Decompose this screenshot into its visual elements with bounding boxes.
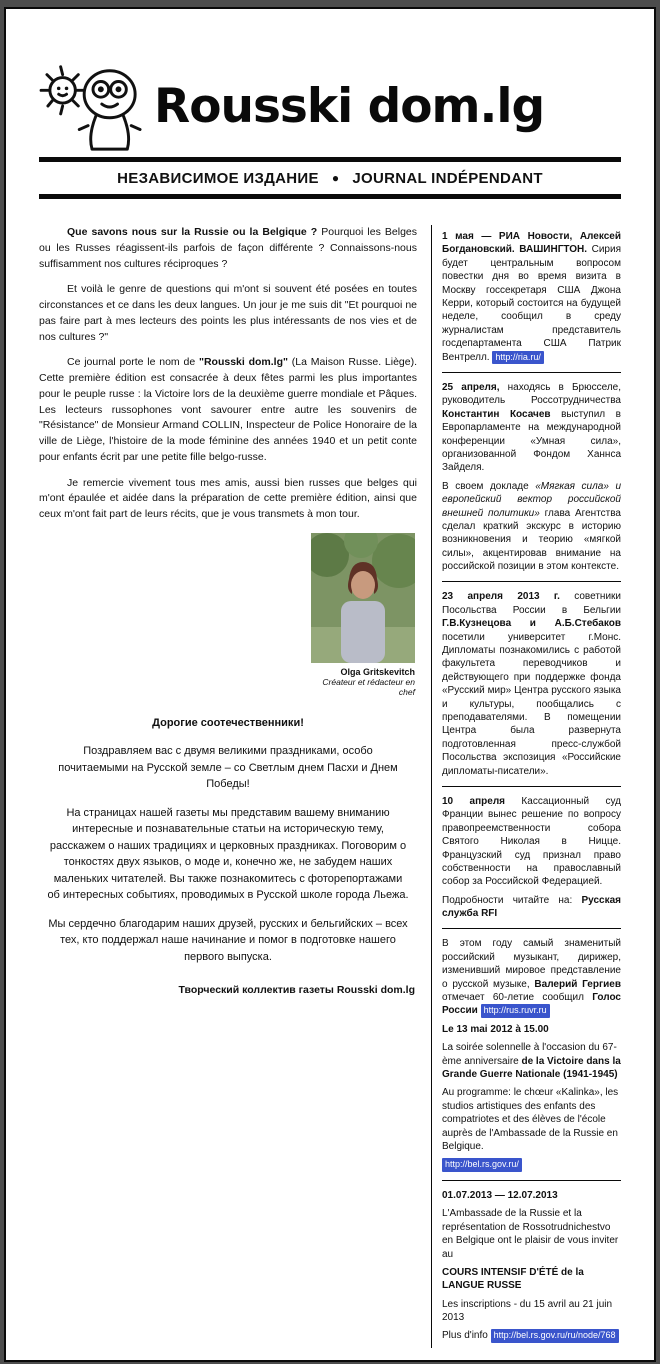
news-text bbox=[442, 937, 621, 1017]
news-lead: 1 мая — РИА Новости, Алексей Богдановский. ВАШИНГТОН. bbox=[442, 231, 621, 256]
news-link-rsgov[interactable]: http://bel.rs.gov.ru/ bbox=[442, 1158, 522, 1172]
news-link-ria[interactable]: http://ria.ru/ bbox=[492, 351, 544, 365]
news-body: советники Посольства России в Бельгии bbox=[442, 591, 621, 616]
event-body: La soirée solennelle à l'occasion du 67-ème anniversaire bbox=[442, 1042, 617, 1067]
p3-pre: Ce journal porte le nom de bbox=[67, 356, 199, 369]
event-item-summer-course bbox=[442, 1189, 621, 1343]
subtitle-french: JOURNAL INDÉPENDANT bbox=[352, 170, 543, 187]
photo-caption-name: Olga Gritskevitch bbox=[340, 666, 415, 677]
editor-photo-block bbox=[311, 533, 415, 697]
news-item-mons bbox=[442, 590, 621, 777]
news-lead: 10 апреля bbox=[442, 795, 506, 807]
course-inscriptions: Les inscriptions - du 15 avril au 21 juin 2013 bbox=[442, 1298, 613, 1324]
editorial-signature: Творческий коллектив газеты Rousski dom.lg bbox=[178, 984, 415, 997]
person-name: Валерий Гергиев bbox=[534, 978, 621, 990]
newspaper-title: Rousski dom.lg bbox=[154, 79, 545, 134]
event-text: L'Ambassade de la Russie et la représentation de Rossotrudnichestvo en Belgique ont le plaisir de vous inviter au bbox=[442, 1208, 619, 1260]
news-separator bbox=[442, 786, 621, 787]
event-date: Le 13 mai 2012 à 15.00 bbox=[442, 1023, 549, 1035]
news-source: Голос России bbox=[442, 992, 621, 1017]
intro-lead: Que savons nous sur la Russie ou la Belgique ? bbox=[67, 226, 318, 238]
subtitle-russian: НЕЗАВИСИМОЕ ИЗДАНИЕ bbox=[117, 170, 319, 187]
event-dates: 01.07.2013 — 12.07.2013 bbox=[442, 1189, 558, 1201]
news-body: находясь в Брюсселе, руководитель Россотрудничества bbox=[442, 382, 622, 407]
news-source: Русская служба RFI bbox=[442, 894, 621, 920]
person-name: Г.В.Кузнецова и А.Б.Стебаков bbox=[442, 618, 621, 630]
news-separator bbox=[442, 928, 621, 929]
news-separator bbox=[442, 372, 621, 373]
address-paragraph-3: Мы сердечно благодарим наших друзей, русских и бельгийских – всех тех, кто поддержал наше начинание и помог в подготовке нашего первого выпуска. bbox=[48, 917, 408, 963]
event-link-line bbox=[442, 1158, 621, 1172]
news-body: глава Агентства сделал краткий экскурс в историю возникновения и теорию «мягкой силы», акцентировав внимание на российской позиции в этом контексте. bbox=[442, 507, 621, 573]
masthead bbox=[6, 9, 654, 157]
bullet-separator-icon: ● bbox=[331, 171, 340, 185]
news-body: Сирия будет центральным вопросом повестки дня во время визита в Москву госсекретаря США Джона Керри, который состоится на будущей неделе, сообщил в среду журналистам представитель госдепартамента США Патрик Вентрелл. bbox=[442, 244, 621, 363]
news-body: посетили университет г.Монс. Дипломаты познакомились с работой факультета переводчиков и действующего при поддержке фонда «Русский мир» Центра русского языка и культуры, пообщались с преподавателями. В помещении Центра была развернута подготовленная пресс-службой Посольства экспозиция «Российские дипломаты-писатели». bbox=[442, 631, 621, 777]
news-body: отмечает 60-летие сообщил bbox=[442, 992, 593, 1004]
cartoon-characters-logo-icon bbox=[38, 57, 148, 155]
news-lead: 23 апреля 2013 г. bbox=[442, 591, 560, 603]
intro-paragraph-4: Je remercie vivement tous mes amis, aussi bien russes que belges qui m'ont épaulée et aidée dans la préparation de cette première édition, ainsi que ceux m'ont fait part de leurs récits, que je vous transmets à mon tour. bbox=[39, 476, 417, 520]
intro-paragraph-2: Et voilà le genre de questions qui m'ont si souvent été posées en toutes circonstances et ce dans les deux langues. Un jour je me suis dit "Et pourquoi ne pas faire part à mes lecteurs des points les plus intéressants de nos vies et de nos cultures ?" bbox=[39, 283, 417, 343]
editor-photo bbox=[311, 533, 415, 663]
newspaper-page bbox=[4, 7, 656, 1362]
address-paragraph-1: Поздравляем вас с двумя великими праздниками, особо почитаемыми на Русской земле – со Светлым днем Пасхи и Днем Победы! bbox=[58, 745, 398, 791]
event-item-victory-soiree bbox=[442, 1023, 621, 1172]
event-text bbox=[442, 1041, 621, 1081]
course-title: COURS INTENSIF D'ÉTÉ de la LANGUE RUSSE bbox=[442, 1266, 584, 1292]
news-text bbox=[442, 590, 621, 777]
news-item-nice-cathedral bbox=[442, 795, 621, 921]
news-body: выступил в Европарламенте на международной конференции «Умная сила», организованной Фондом Ханнса Зайделя. bbox=[442, 408, 621, 474]
content-columns bbox=[39, 225, 621, 1348]
news-lead: 25 апреля, bbox=[442, 382, 500, 394]
masthead-subtitle bbox=[6, 162, 654, 194]
event-body: Plus d'info bbox=[442, 1330, 491, 1342]
journal-name: "Rousski dom.lg" bbox=[198, 356, 288, 369]
intro-rest: Pourquoi les Belges ou les Russes réagissent-ils parfois de façon différente ? Connaissons-nous suffisamment nos cultures réciproques ? bbox=[39, 226, 417, 270]
news-separator bbox=[442, 581, 621, 582]
p3-post: (La Maison Russe. Liège). Cette première édition est consacrée à deux fêtes parmi les plus importantes pour le peuple russe : la Victoire lors de la deuxième guerre mondiale et Pâques. Les lecteurs russophones vont savourer entre autre les souvenirs de "Résistance" de Monsieur Armand COLLIN, Inspecteur de Police Honoraire de la ville de Liège, l'histoire de la mode féminine des années 1940 et un petit conte pour enfants écrit par une petite fille belgo-russe. bbox=[39, 356, 418, 463]
news-text bbox=[442, 795, 621, 889]
address-heading: Дорогие соотечественники! bbox=[152, 716, 304, 729]
news-text bbox=[442, 480, 621, 574]
news-body: В своем докладе bbox=[442, 480, 536, 492]
news-text bbox=[442, 894, 621, 921]
bottom-rule bbox=[39, 194, 621, 199]
news-column bbox=[432, 225, 621, 1348]
news-link-node768[interactable]: http://bel.rs.gov.ru/ru/node/768 bbox=[491, 1329, 619, 1343]
news-text bbox=[442, 381, 621, 475]
editorial-column bbox=[39, 225, 431, 1348]
event-title: de la Victoire dans la Grande Guerre Nationale (1941-1945) bbox=[442, 1055, 621, 1081]
course-link-line bbox=[442, 1329, 621, 1343]
news-body: В этом году самый знаменитый российский музыкант, дирижер, изменивший мировое представление о русской музыке, bbox=[442, 938, 621, 990]
news-body: Подробности читайте на: bbox=[442, 894, 582, 906]
news-item-kosachev bbox=[442, 381, 621, 573]
intro-paragraph-1 bbox=[39, 225, 417, 272]
photo-caption-role: Créateur et rédacteur en chef bbox=[322, 676, 415, 697]
address-paragraph-2: На страницах нашей газеты мы представим вашему вниманию интересные и познавательные статьи на историческую тему, расскажем о наших традициях и церковных праздниках. Поговорим о тонкостях двух языков, о моде и, конечно же, не забудем наших маленьких читателей. Вы также познакомитесь с фоторепортажами об интересных событиях, проводимых в Русской школе города Льежа. bbox=[47, 806, 409, 902]
russian-address-section bbox=[39, 715, 417, 999]
event-program: Au programme: le chœur «Kalinka», les studios artistiques des enfants des compatriotes et des élèves de l'école auprès de l'Ambassade de la Russie en Belgique. bbox=[442, 1087, 619, 1153]
news-separator bbox=[442, 1180, 621, 1181]
intro-paragraph-3 bbox=[39, 355, 417, 465]
person-name: Константин Косачев bbox=[442, 408, 551, 420]
news-item-ria bbox=[442, 230, 621, 364]
news-body: Кассационный суд Франции вынес решение по вопросу правопреемственности собора Святого Николая в Ницце. Французский суд признал право собственности на православный собор за Российской Федерацией. bbox=[442, 795, 621, 888]
news-text bbox=[442, 230, 621, 364]
news-link-ruvr[interactable]: http://rus.ruvr.ru bbox=[481, 1004, 550, 1018]
report-title: «Мягкая сила» и европейский вектор российской внешней политики» bbox=[442, 480, 622, 519]
news-item-gergiev bbox=[442, 937, 621, 1017]
